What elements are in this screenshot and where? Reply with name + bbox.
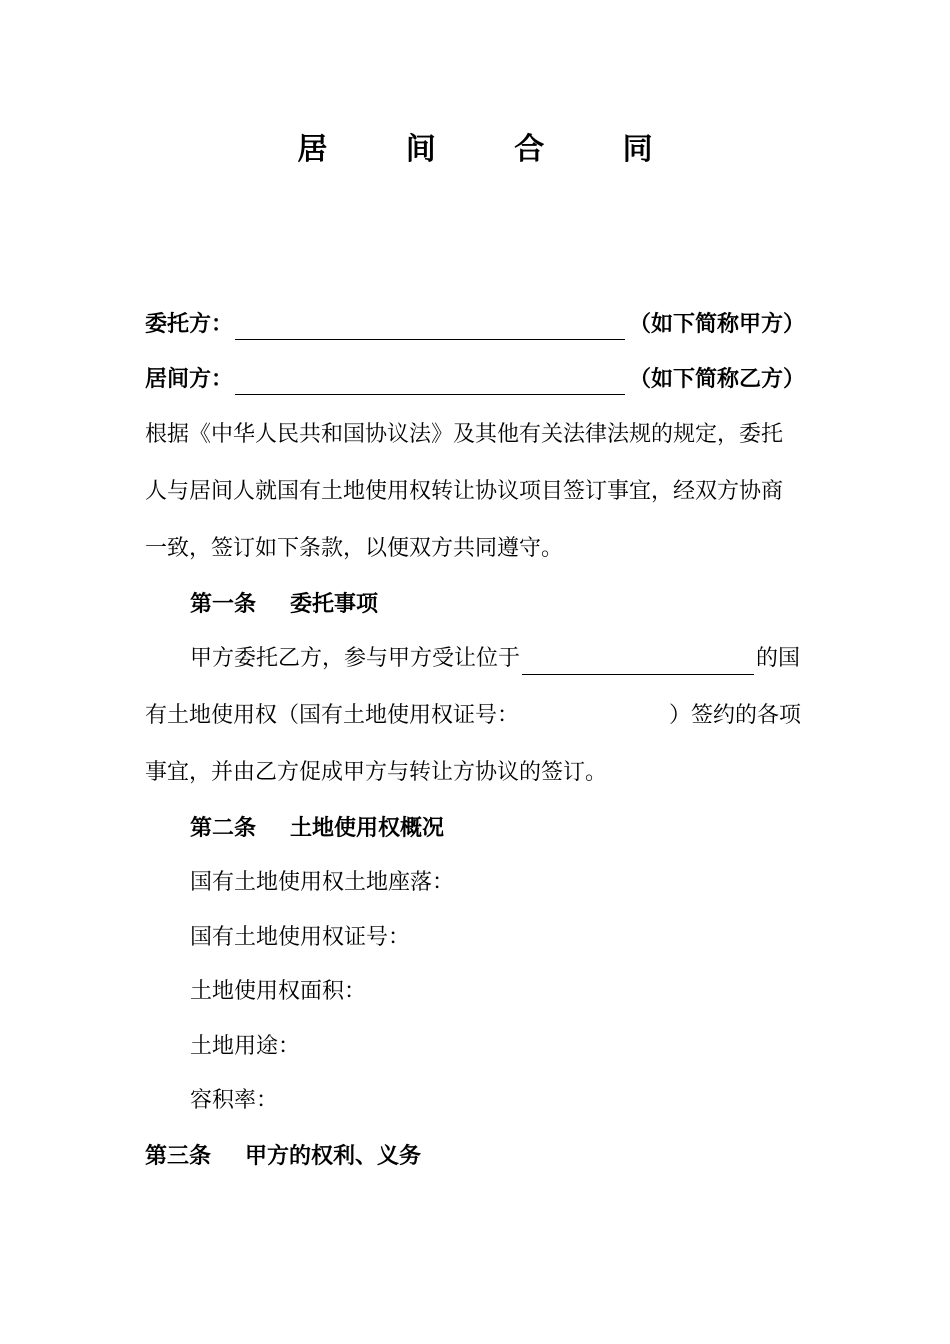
preamble-line: 一致，签订如下条款，以便双方共同遵守。 — [145, 536, 564, 561]
article-3-heading — [145, 1140, 421, 1172]
preamble-line: 根据《中华人民共和国协议法》及其他有关法律法规的规定，委托 — [145, 422, 784, 447]
land-location-blank[interactable] — [522, 648, 754, 675]
document-title: 居 间 合 同 — [297, 132, 687, 167]
article-1-line — [145, 700, 801, 732]
land-info-item: 容积率： — [190, 1088, 279, 1113]
article-1-text: 甲方委托乙方，参与甲方受让位于 — [190, 646, 521, 671]
broker-name-blank[interactable] — [235, 368, 625, 395]
land-info-item: 国有土地使用权证号： — [190, 925, 411, 950]
article-1-line — [190, 643, 800, 675]
preamble-line: 人与居间人就国有土地使用权转让协议项目签订事宜，经双方协商 — [145, 479, 784, 504]
client-party-row — [145, 308, 805, 340]
land-info-item: 国有土地使用权土地座落： — [190, 870, 455, 895]
article-2-number: 第二条 — [190, 815, 257, 841]
client-suffix: （如下简称甲方） — [629, 311, 806, 337]
land-info-item: 土地使用权面积： — [190, 979, 367, 1004]
broker-party-row — [145, 363, 805, 395]
article-3-title: 甲方的权利、义务 — [245, 1143, 422, 1169]
article-2-heading — [190, 812, 444, 844]
article-1-text: 有土地使用权（国有土地使用权证号： — [145, 703, 520, 728]
article-1-number: 第一条 — [190, 591, 257, 617]
broker-suffix: （如下简称乙方） — [629, 366, 806, 392]
land-info-item: 土地用途： — [190, 1034, 301, 1059]
article-1-text: ）签约的各项 — [669, 703, 802, 728]
article-1-line: 事宜，并由乙方促成甲方与转让方协议的签订。 — [145, 760, 608, 785]
article-2-title: 土地使用权概况 — [290, 815, 445, 841]
broker-label: 居间方： — [145, 366, 234, 392]
article-1-title: 委托事项 — [290, 591, 379, 617]
article-1-text: 的国 — [756, 646, 801, 671]
client-label: 委托方： — [145, 311, 234, 337]
article-3-number: 第三条 — [145, 1143, 212, 1169]
article-1-heading — [190, 588, 378, 620]
client-name-blank[interactable] — [235, 313, 625, 340]
